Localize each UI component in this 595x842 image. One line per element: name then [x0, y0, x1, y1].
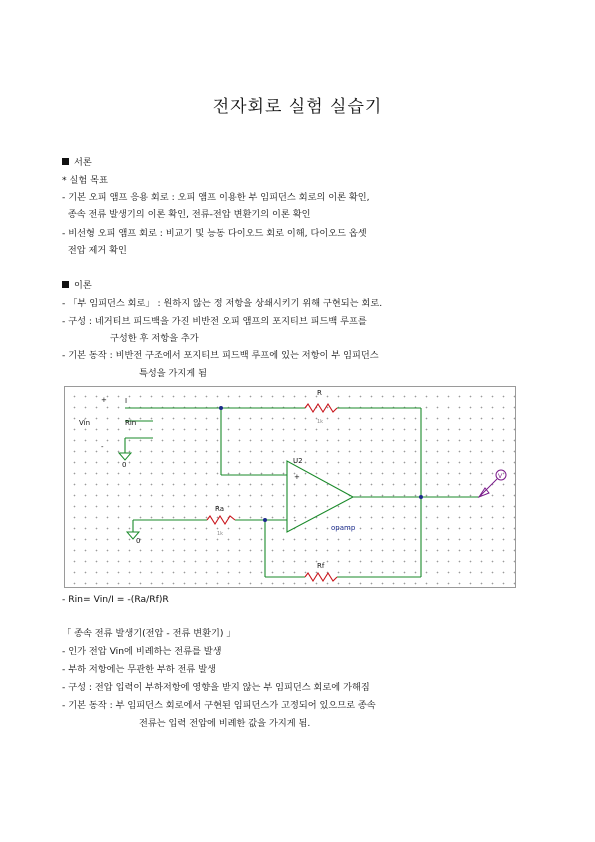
square-bullet-icon	[62, 281, 69, 288]
junction-dot	[263, 518, 267, 522]
schematic-svg	[65, 387, 515, 587]
text-line: - 기본 동작 : 부 임피던스 회로에서 구현된 임피던스가 고정되어 있으므로 종속	[62, 700, 376, 711]
text-line: - 구성 : 네거티브 피드백을 가진 비반전 오피 앰프의 포지티브 피드백 루프를	[62, 316, 367, 327]
label-probe-v: V	[498, 473, 503, 480]
label-ra: Ra	[215, 505, 224, 513]
text-line: - 「부 임피던스 회로」 : 원하지 않는 정 저항을 상쇄시키기 위해 구현되는 회로.	[62, 298, 383, 309]
label-gnd2: 0	[136, 537, 141, 545]
text-line: 특성을 가지게 됨	[139, 368, 207, 379]
label-opamp-plus: +	[294, 473, 300, 481]
circuit-schematic	[64, 386, 516, 588]
section-heading-text: 이론	[74, 280, 92, 291]
wires	[125, 408, 479, 577]
label-vin: Vin	[79, 419, 91, 427]
section-heading-theory	[62, 280, 92, 292]
text-line: - 기본 동작 : 비반전 구조에서 포지티브 피드백 루프에 있는 저항이 부 임피던스	[62, 350, 379, 361]
opamp-triangle	[287, 461, 353, 532]
text-line: 전류는 입력 전압에 비례한 값을 가지게 됨.	[139, 718, 311, 729]
text-line: 구성한 후 저항을 추가	[110, 333, 199, 344]
text-line: - 부하 저항에는 무관한 부하 전류 발생	[62, 664, 216, 675]
section-heading-intro	[62, 157, 92, 169]
label-u2: U2	[293, 457, 303, 465]
label-opamp-minus: -	[294, 517, 297, 525]
label-plus: +	[101, 396, 107, 404]
label-rf: Rf	[317, 562, 325, 570]
text-line: - 인가 전압 Vin에 비례하는 전류를 발생	[62, 646, 222, 657]
goal-label: * 실험 목표	[62, 175, 108, 186]
section-heading-text: 서론	[74, 157, 92, 168]
page-title: 전자회로 실험 실습기	[212, 97, 383, 117]
ground-icon	[119, 453, 131, 460]
label-minus: -	[101, 443, 104, 451]
junction-dot	[419, 495, 423, 499]
label-i: I	[125, 397, 128, 405]
text-line: 전압 제거 확인	[62, 245, 127, 256]
resistors	[207, 404, 337, 581]
formula-line: - Rin= Vin/I = -(Ra/Rf)R	[62, 594, 169, 605]
label-gnd1: 0	[122, 461, 127, 469]
text-line: - 구성 : 전압 입력이 부하저항에 영향을 받지 않는 부 임피던스 회로에 가해짐	[62, 682, 370, 693]
resistor-ra	[207, 516, 235, 524]
text-line: - 비선형 오피 앰프 회로 : 비교기 및 능동 다이오드 회로 이해, 다이오드 옵셋	[62, 228, 367, 239]
resistor-rf	[305, 573, 337, 581]
label-rin: Rin	[125, 419, 137, 427]
label-r: R	[317, 389, 322, 397]
section-heading-current-source: 「 종속 전류 발생기(전압 - 전류 변환기) 」	[62, 628, 236, 639]
label-opamp: opamp	[331, 524, 356, 532]
label-ra-value: 1k	[217, 531, 224, 537]
label-r-value: 1k	[317, 419, 324, 425]
text-line: 종속 전류 발생기의 이론 확인, 전류-전압 변환기의 이론 확인	[62, 209, 311, 220]
square-bullet-icon	[62, 158, 69, 165]
resistor-r	[305, 404, 337, 412]
text-line: - 기본 오피 앰프 응용 회로 : 오피 앰프 이용한 부 임피던스 회로의 이론 확인,	[62, 192, 370, 203]
junction-dot	[219, 406, 223, 410]
